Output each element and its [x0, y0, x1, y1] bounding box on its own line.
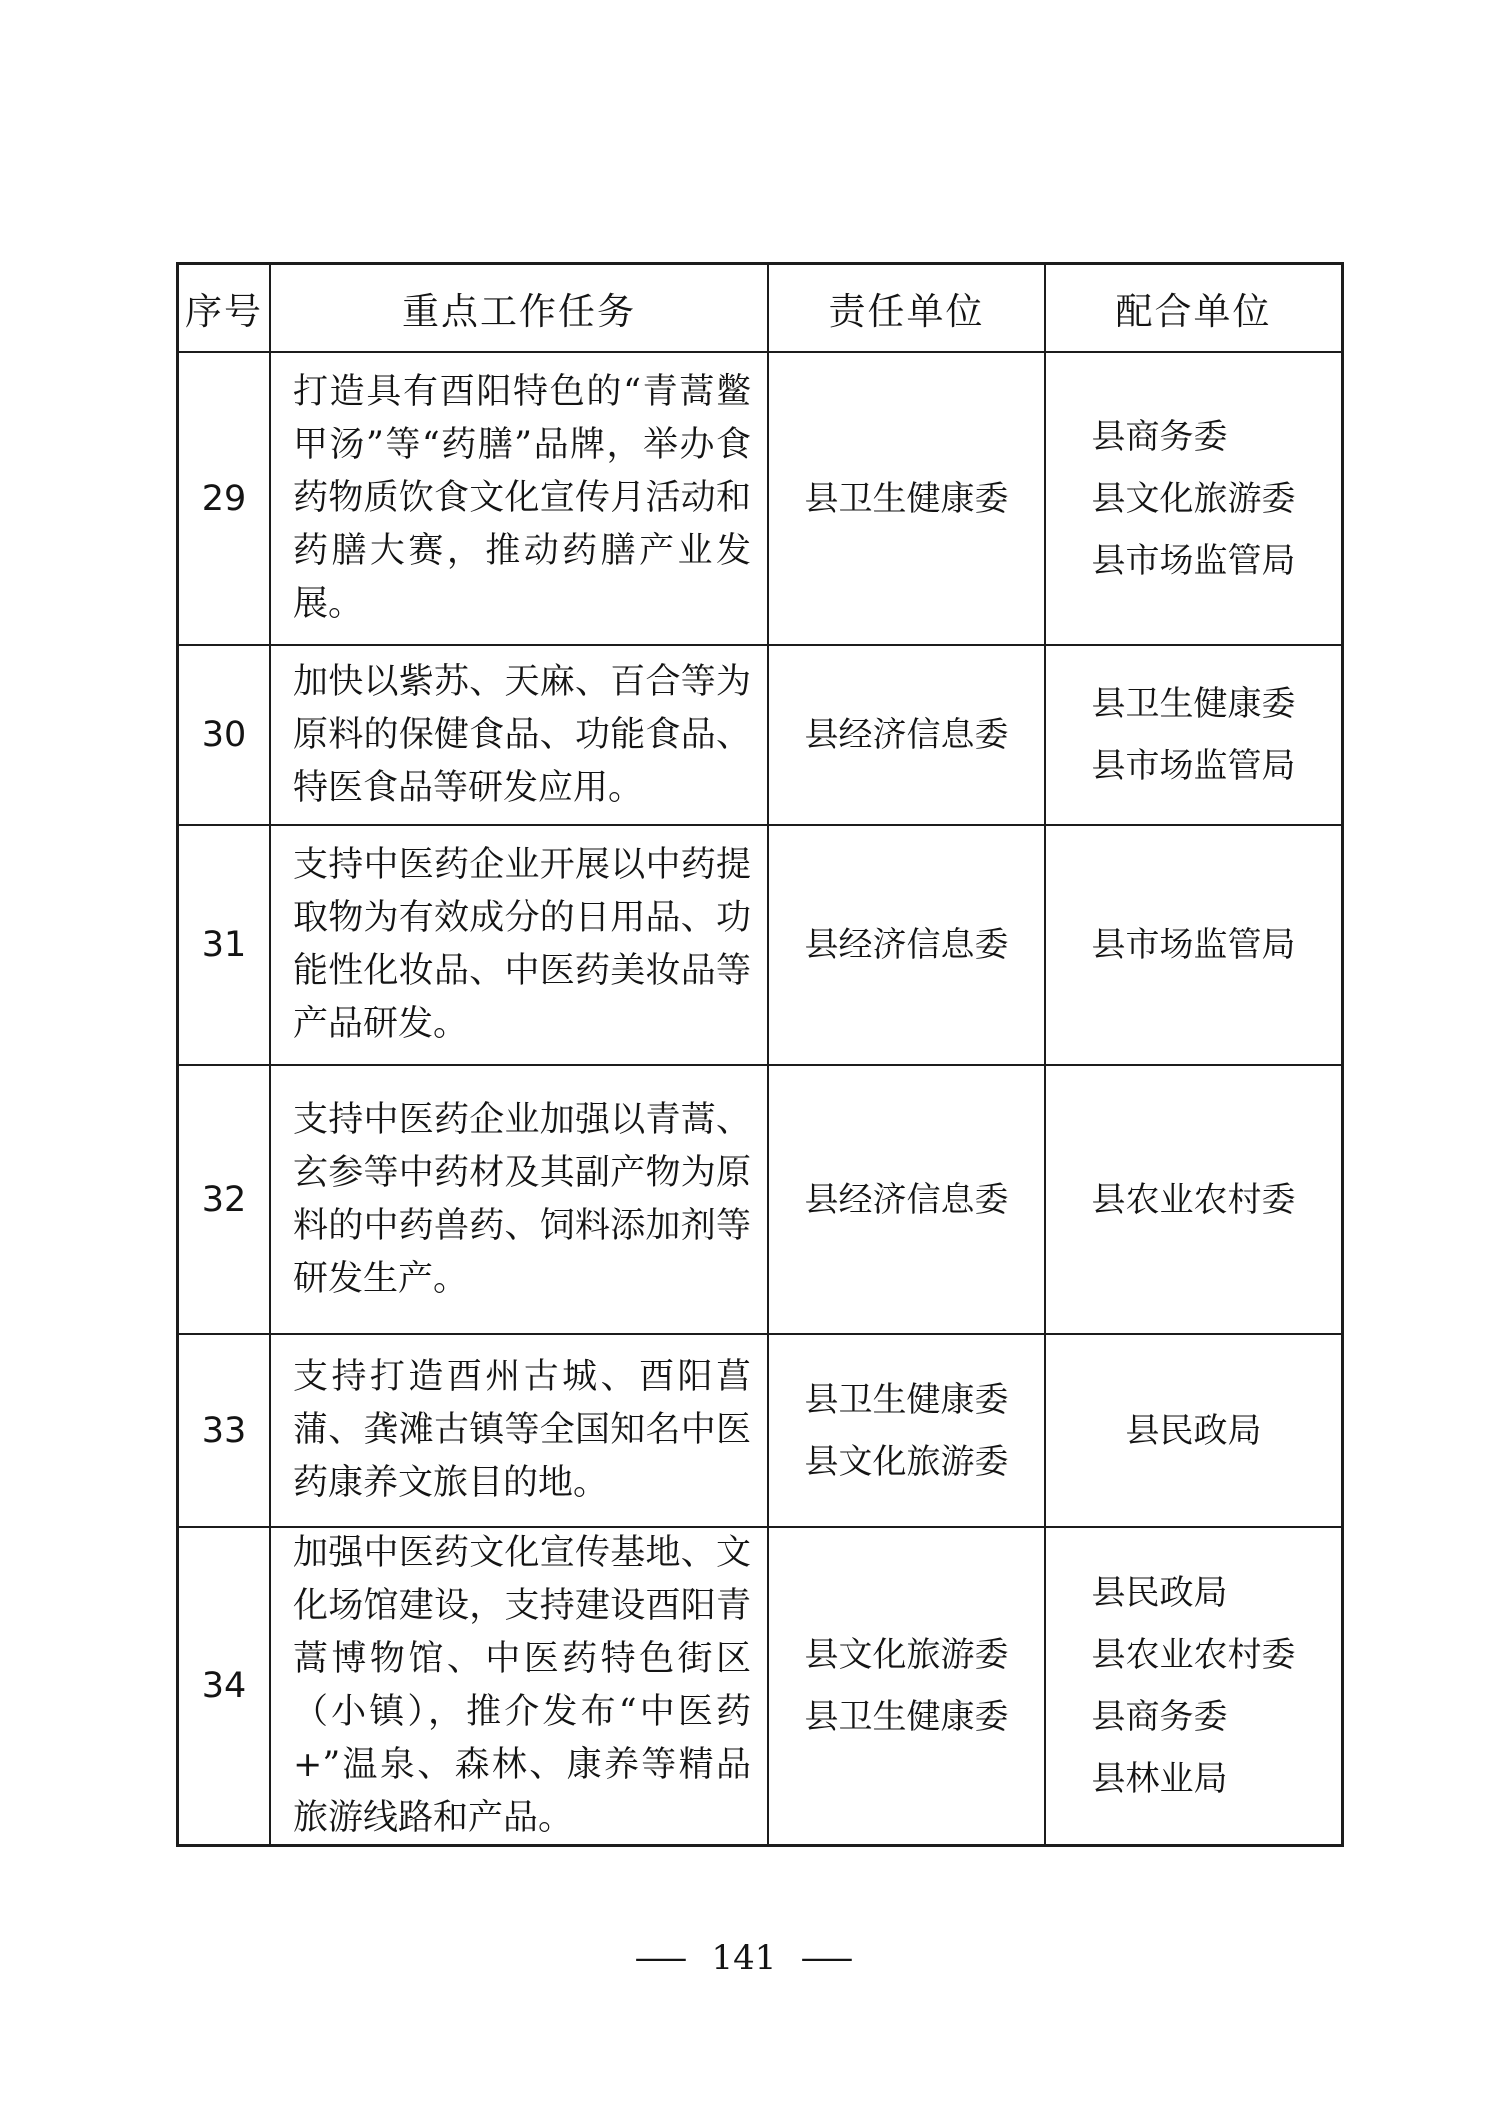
unit-line: 县文化旅游委 [804, 1635, 1009, 1675]
unit-line: 县卫生健康委 [804, 1697, 1009, 1737]
unit-line: 县商务委 [1091, 1697, 1228, 1737]
header-cell-task [271, 265, 769, 351]
responsible-unit-cell [769, 826, 1046, 1064]
unit-line: 县卫生健康委 [804, 478, 1009, 519]
header-cell-cooperating [1046, 265, 1341, 351]
header-cell-responsible [769, 265, 1046, 351]
unit-line: 县民政局 [1125, 1410, 1262, 1451]
row-number: 32 [201, 1179, 247, 1220]
cooperating-unit-cell [1046, 1528, 1341, 1844]
unit-line: 县文化旅游委 [804, 1441, 1009, 1482]
responsible-unit-list [805, 1369, 1009, 1493]
task-text: 加快以紫苏、天麻、百合等为原料的保健食品、功能食品、特医食品等研发应用。 [293, 661, 751, 808]
unit-line: 县市场监管局 [1091, 746, 1296, 786]
row-number: 31 [201, 925, 247, 965]
unit-line: 县经济信息委 [804, 925, 1009, 965]
footer-right-dash: — [800, 1938, 855, 1978]
unit-line: 县市场监管局 [1091, 925, 1296, 965]
task-text: 支持中医药企业加强以青蒿、玄参等中药材及其副产物为原料的中药兽药、饲料添加剂等研发生产。 [293, 1099, 751, 1299]
table-header-row [179, 265, 1341, 353]
table-row [179, 1528, 1341, 1844]
task-text: 打造具有酉阳特色的“青蒿鳖甲汤”等“药膳”品牌，举办食药物质饮食文化宣传月活动和药膳大赛，推动药膳产业发展。 [293, 372, 751, 624]
responsible-unit-cell [769, 646, 1046, 824]
responsible-unit-list [805, 704, 1009, 766]
cooperating-unit-list [1126, 1400, 1262, 1462]
table-row [179, 353, 1341, 646]
cooperating-unit-cell [1046, 646, 1341, 824]
responsible-unit-cell [769, 1528, 1046, 1844]
header-label: 重点工作任务 [402, 290, 636, 333]
header-label: 序号 [185, 290, 263, 333]
task-text: 支持打造酉州古城、酉阳菖蒲、龚滩古镇等全国知名中医药康养文旅目的地。 [293, 1357, 751, 1503]
row-number-cell [179, 1528, 271, 1844]
task-cell [271, 826, 769, 1064]
row-number-cell [179, 826, 271, 1064]
table-row [179, 826, 1341, 1066]
task-cell [271, 1335, 769, 1526]
cooperating-unit-list [1092, 406, 1296, 592]
row-number: 33 [201, 1410, 247, 1451]
work-task-table [176, 262, 1344, 1847]
responsible-unit-cell [769, 1335, 1046, 1526]
responsible-unit-cell [769, 353, 1046, 644]
table-row [179, 1335, 1341, 1528]
page-footer [0, 1938, 1488, 1978]
row-number: 29 [201, 478, 247, 519]
row-number-cell [179, 1335, 271, 1526]
row-number: 34 [201, 1666, 247, 1706]
cooperating-unit-cell [1046, 353, 1341, 644]
cooperating-unit-list [1092, 1562, 1296, 1810]
header-label: 配合单位 [1115, 290, 1272, 333]
unit-line: 县卫生健康委 [1091, 684, 1296, 724]
unit-line: 县经济信息委 [804, 715, 1009, 755]
task-cell [271, 1528, 769, 1844]
table-row [179, 646, 1341, 826]
task-text: 支持中医药企业开展以中药提取物为有效成分的日用品、功能性化妆品、中医药美妆品等产品研发。 [293, 845, 751, 1044]
responsible-unit-list [805, 468, 1009, 530]
cooperating-unit-list [1092, 914, 1296, 976]
cooperating-unit-list [1092, 1169, 1296, 1231]
unit-line: 县文化旅游委 [1091, 478, 1296, 519]
task-text: 加强中医药文化宣传基地、文化场馆建设，支持建设酉阳青蒿博物馆、中医药特色街区（小镇），推介发布“中医药+”温泉、森林、康养等精品旅游线路和产品。 [293, 1533, 751, 1838]
unit-line: 县卫生健康委 [804, 1379, 1009, 1420]
header-label: 责任单位 [828, 290, 985, 333]
unit-line: 县商务委 [1091, 416, 1228, 457]
row-number-cell [179, 646, 271, 824]
cooperating-unit-cell [1046, 1066, 1341, 1333]
task-cell [271, 1066, 769, 1333]
unit-line: 县市场监管局 [1091, 540, 1296, 581]
row-number-cell [179, 1066, 271, 1333]
responsible-unit-list [805, 1624, 1009, 1748]
page-number: 141 [711, 1938, 777, 1978]
cooperating-unit-list [1092, 673, 1296, 797]
table-row [179, 1066, 1341, 1335]
row-number: 30 [201, 715, 247, 755]
cooperating-unit-cell [1046, 1335, 1341, 1526]
task-cell [271, 353, 769, 644]
responsible-unit-cell [769, 1066, 1046, 1333]
task-cell [271, 646, 769, 824]
header-cell-number [179, 265, 271, 351]
responsible-unit-list [805, 914, 1009, 976]
unit-line: 县农业农村委 [1091, 1635, 1296, 1675]
footer-left-dash: — [633, 1938, 688, 1978]
unit-line: 县林业局 [1091, 1759, 1228, 1799]
unit-line: 县农业农村委 [1091, 1179, 1296, 1220]
row-number-cell [179, 353, 271, 644]
unit-line: 县民政局 [1091, 1573, 1228, 1613]
unit-line: 县经济信息委 [804, 1179, 1009, 1220]
cooperating-unit-cell [1046, 826, 1341, 1064]
responsible-unit-list [805, 1169, 1009, 1231]
